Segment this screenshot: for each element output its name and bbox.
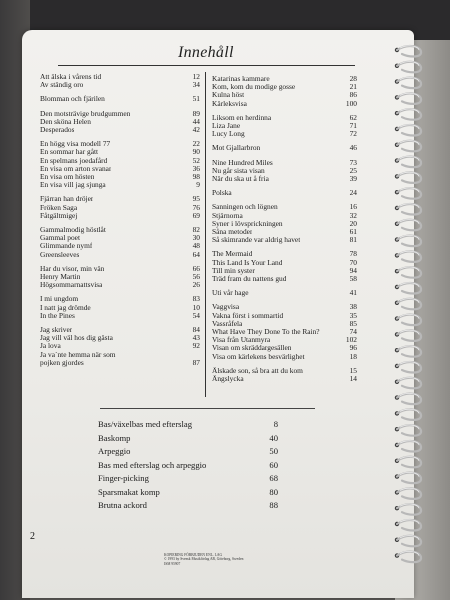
page-ref: 9 bbox=[196, 180, 200, 190]
page-ref: 71 bbox=[349, 121, 357, 131]
song-title: Vakna först i sommartid bbox=[212, 311, 284, 320]
technique-title: Sparsmakat komp bbox=[98, 486, 160, 497]
page-ref: 44 bbox=[192, 116, 200, 126]
toc-left-column bbox=[40, 73, 200, 373]
toc-entry bbox=[40, 281, 200, 289]
toc-entry bbox=[212, 100, 357, 108]
song-title: Stjärnorna bbox=[212, 211, 243, 220]
page-ref: 95 bbox=[192, 194, 200, 204]
page-ref: 24 bbox=[349, 188, 357, 198]
toc-entry bbox=[40, 295, 200, 303]
toc-group bbox=[212, 367, 357, 383]
song-title: Jag vill väl hos dig gästa bbox=[40, 334, 113, 343]
column-divider bbox=[205, 72, 206, 397]
toc-group bbox=[212, 144, 357, 152]
toc-entry bbox=[40, 126, 200, 134]
technique-title: Arpeggio bbox=[98, 446, 131, 456]
page-ref: 96 bbox=[349, 343, 357, 353]
toc-entry bbox=[212, 328, 357, 336]
song-title: Desperados bbox=[40, 126, 75, 135]
toc-entry bbox=[212, 228, 357, 236]
song-title: Blomman och fjärilen bbox=[40, 95, 105, 104]
page-ref: 18 bbox=[349, 351, 357, 361]
song-title: En visa vill jag sjunga bbox=[40, 181, 106, 190]
toc-group bbox=[212, 159, 357, 184]
toc-entry bbox=[40, 304, 200, 312]
footer-line: ISM 95907 bbox=[164, 561, 181, 566]
toc-group bbox=[212, 203, 357, 244]
toc-entry bbox=[212, 336, 357, 344]
toc-entry bbox=[40, 312, 200, 320]
song-title: Visa om kärlekens besvärlighet bbox=[212, 352, 305, 361]
song-title: I mi ungdom bbox=[40, 295, 79, 304]
page-ref: 32 bbox=[349, 210, 357, 220]
technique-title: Brutna ackord bbox=[98, 500, 147, 510]
toc-entry bbox=[40, 73, 200, 81]
toc-entry bbox=[212, 175, 357, 183]
page-ref: 39 bbox=[349, 174, 357, 184]
toc-entry bbox=[212, 375, 357, 383]
toc-entry bbox=[212, 320, 357, 328]
song-title: Jag skriver bbox=[40, 326, 73, 335]
song-title: En sommar har gått bbox=[40, 148, 99, 157]
technique-entry bbox=[98, 499, 278, 513]
toc-entry bbox=[212, 344, 357, 352]
toc-entry bbox=[40, 334, 200, 342]
page-ref: 41 bbox=[349, 288, 357, 298]
technique-title: Bas/växelbas med efterslag bbox=[98, 419, 193, 429]
toc-entry bbox=[40, 242, 200, 250]
toc-entry bbox=[40, 251, 200, 259]
page-ref: 26 bbox=[192, 280, 200, 290]
song-title: Att älska i vårens tid bbox=[40, 73, 102, 81]
page-ref: 68 bbox=[269, 473, 278, 483]
technique-entry bbox=[98, 486, 278, 500]
toc-entry bbox=[212, 275, 357, 283]
song-title: Sanningen och lögnen bbox=[212, 203, 278, 212]
page-ref: 54 bbox=[192, 310, 200, 320]
toc-entry bbox=[40, 265, 200, 273]
page-ref: 72 bbox=[349, 129, 357, 139]
toc-entry bbox=[40, 95, 200, 103]
song-title: Ja lova bbox=[40, 342, 61, 351]
toc-entry bbox=[212, 367, 357, 375]
page-ref: 85 bbox=[349, 318, 357, 328]
page-ref: 89 bbox=[192, 108, 200, 118]
toc-entry bbox=[40, 342, 200, 350]
toc-entry bbox=[40, 110, 200, 118]
page-ref: 102 bbox=[345, 335, 357, 345]
page-ref: 82 bbox=[192, 225, 200, 235]
spiral-binding-icon bbox=[388, 44, 428, 564]
toc-entry bbox=[212, 312, 357, 320]
page-ref: 61 bbox=[349, 227, 357, 237]
toc-entry bbox=[212, 189, 357, 197]
toc-entry bbox=[212, 75, 357, 83]
toc-entry bbox=[40, 326, 200, 334]
footer-line: © 1993 by Svensk Musikförlag AB, Göteborg, Sweden bbox=[164, 557, 244, 562]
song-title: In the Pines bbox=[40, 311, 75, 320]
toc-entry bbox=[40, 212, 200, 220]
toc-entry bbox=[40, 173, 200, 181]
toc-entry bbox=[212, 236, 357, 244]
song-title: Kom, kom du modige gosse bbox=[212, 83, 296, 92]
page-ref: 15 bbox=[349, 365, 357, 375]
song-title: Ja va´nte hemma när som bbox=[40, 350, 116, 359]
page-ref: 21 bbox=[349, 82, 357, 92]
toc-group bbox=[40, 326, 200, 367]
song-title: Visa från Utanmyra bbox=[212, 336, 271, 345]
toc-entry bbox=[40, 359, 200, 367]
toc-entry bbox=[212, 267, 357, 275]
page-ref: 48 bbox=[192, 241, 200, 251]
page-ref: 74 bbox=[349, 327, 357, 337]
page-ref: 81 bbox=[349, 235, 357, 245]
toc-group bbox=[212, 303, 357, 360]
toc-group bbox=[212, 189, 357, 197]
page-ref: 70 bbox=[349, 257, 357, 267]
song-title: Såna metoder bbox=[212, 228, 253, 237]
toc-entry bbox=[212, 159, 357, 167]
page-ref: 52 bbox=[192, 155, 200, 165]
toc-entry bbox=[212, 250, 357, 258]
song-title: Av ständig oro bbox=[40, 81, 84, 90]
toc-entry bbox=[40, 273, 200, 281]
page-ref: 43 bbox=[192, 333, 200, 343]
song-title: En visa om arton svanar bbox=[40, 164, 112, 173]
toc-entry bbox=[40, 181, 200, 189]
song-title: En visa om hösten bbox=[40, 173, 95, 182]
page-ref: 78 bbox=[349, 249, 357, 259]
page-ref: 28 bbox=[349, 74, 357, 83]
toc-entry bbox=[212, 212, 357, 220]
toc-entry bbox=[212, 289, 357, 297]
page-number: 2 bbox=[30, 531, 35, 542]
song-title: pojken gjordes bbox=[40, 358, 84, 367]
page-ref: 10 bbox=[192, 302, 200, 312]
song-title: Polska bbox=[212, 189, 232, 198]
page-ref: 73 bbox=[349, 157, 357, 167]
footer-line: KOPIERING FÖRBJUDEN ENL. LAG bbox=[164, 553, 223, 557]
song-title: Vaggvisa bbox=[212, 303, 240, 312]
technique-entry bbox=[98, 459, 278, 473]
song-title: Gammalmodig höstlåt bbox=[40, 226, 106, 235]
toc-group bbox=[212, 289, 357, 297]
technique-entry bbox=[98, 432, 278, 446]
page-ref: 46 bbox=[349, 143, 357, 153]
page-ref: 20 bbox=[349, 218, 357, 228]
toc-group bbox=[40, 226, 200, 259]
toc-entry bbox=[40, 234, 200, 242]
toc-entry bbox=[212, 353, 357, 361]
toc-group bbox=[40, 95, 200, 103]
song-title: När du ska ut å fria bbox=[212, 175, 269, 184]
song-title: Ängslycka bbox=[212, 375, 244, 384]
toc-group bbox=[212, 75, 357, 108]
page-ref: 98 bbox=[192, 172, 200, 182]
toc-group bbox=[40, 195, 200, 220]
toc-entry bbox=[40, 140, 200, 148]
page-ref: 62 bbox=[349, 112, 357, 122]
page-ref: 87 bbox=[192, 357, 200, 367]
technique-title: Bas med efterslag och arpeggio bbox=[98, 459, 207, 470]
song-title: Kärleksvisa bbox=[212, 99, 247, 108]
page-ref: 92 bbox=[192, 341, 200, 351]
song-title: Till min syster bbox=[212, 266, 255, 275]
page-ref: 12 bbox=[192, 72, 200, 81]
toc-entry bbox=[40, 204, 200, 212]
song-title: Visan om skräddargesällen bbox=[212, 344, 292, 353]
technique-entry bbox=[98, 418, 278, 432]
toc-entry bbox=[40, 351, 200, 359]
toc-entry bbox=[212, 144, 357, 152]
page-ref: 38 bbox=[349, 302, 357, 312]
song-title: Fjärran han dröjer bbox=[40, 195, 94, 204]
song-title: Så skimrande var aldrig havet bbox=[212, 236, 301, 245]
toc-right-column bbox=[212, 75, 357, 389]
toc-entry bbox=[212, 167, 357, 175]
song-title: Liksom en herdinna bbox=[212, 113, 272, 122]
page-ref: 64 bbox=[192, 249, 200, 259]
song-title: Uti vår hage bbox=[212, 289, 249, 298]
page-ref: 8 bbox=[273, 419, 278, 429]
page-ref: 83 bbox=[192, 294, 200, 304]
song-title: Lucy Long bbox=[212, 130, 245, 139]
toc-entry bbox=[212, 83, 357, 91]
page-ref: 50 bbox=[269, 446, 278, 456]
page-ref: 100 bbox=[345, 98, 357, 108]
toc-entry bbox=[40, 157, 200, 165]
song-title: Träd fram du nattens gud bbox=[212, 275, 287, 284]
song-title: The Mermaid bbox=[212, 250, 253, 259]
page-ref: 25 bbox=[349, 165, 357, 175]
title-divider bbox=[58, 65, 355, 66]
page-ref: 88 bbox=[269, 500, 278, 510]
song-title: Nu går sista visan bbox=[212, 166, 265, 175]
toc-group bbox=[40, 265, 200, 290]
toc-entry bbox=[40, 226, 200, 234]
toc-entry bbox=[212, 91, 357, 99]
toc-entry bbox=[40, 148, 200, 156]
song-title: This Land Is Your Land bbox=[212, 258, 283, 267]
song-title: En högg visa modell 77 bbox=[40, 140, 111, 149]
toc-entry bbox=[212, 114, 357, 122]
toc-entry bbox=[212, 303, 357, 311]
song-title: En spelmans joedafård bbox=[40, 156, 108, 165]
toc-entry bbox=[40, 165, 200, 173]
toc-group bbox=[40, 73, 200, 89]
page-title: Innehåll bbox=[178, 44, 234, 61]
technique-title: Baskomp bbox=[98, 432, 131, 443]
toc-group bbox=[40, 295, 200, 320]
page-ref: 94 bbox=[349, 265, 357, 275]
song-title: Älskade son, så bra att du kom bbox=[212, 366, 303, 375]
song-title: Fröken Saga bbox=[40, 203, 78, 212]
toc-group bbox=[40, 110, 200, 135]
toc-entry bbox=[40, 195, 200, 203]
page-ref: 69 bbox=[192, 210, 200, 220]
song-title: Katarinas kammare bbox=[212, 75, 270, 83]
toc-entry bbox=[212, 203, 357, 211]
song-title: Mot Gjallarbron bbox=[212, 144, 261, 153]
technique-list bbox=[98, 418, 278, 513]
technique-title: Finger-picking bbox=[98, 473, 149, 483]
song-title: Syner i lövsprickningen bbox=[212, 219, 283, 228]
song-title: Kulna höst bbox=[212, 91, 245, 100]
toc-group bbox=[40, 140, 200, 189]
song-title: Den motsträvige brudgummen bbox=[40, 109, 131, 118]
toc-entry bbox=[40, 118, 200, 126]
song-title: Nine Hundred Miles bbox=[212, 158, 273, 167]
page-ref: 30 bbox=[192, 233, 200, 243]
song-title: Henry Martin bbox=[40, 273, 81, 282]
page-ref: 56 bbox=[192, 272, 200, 282]
song-title: Fåtgältmigej bbox=[40, 211, 78, 220]
page-ref: 40 bbox=[269, 432, 278, 443]
page-ref: 60 bbox=[269, 459, 278, 470]
song-title: Den sköna Helen bbox=[40, 117, 91, 126]
copyright-footer bbox=[164, 553, 243, 566]
toc-entry bbox=[212, 122, 357, 130]
page-ref: 36 bbox=[192, 163, 200, 173]
technique-entry bbox=[98, 472, 278, 486]
page-ref: 58 bbox=[349, 274, 357, 284]
page-ref: 22 bbox=[192, 139, 200, 149]
toc-group bbox=[212, 250, 357, 283]
toc-group bbox=[212, 114, 357, 139]
toc-entry bbox=[212, 130, 357, 138]
song-title: Greensleeves bbox=[40, 250, 80, 259]
toc-entry bbox=[212, 220, 357, 228]
section-divider bbox=[100, 408, 315, 409]
song-title: Glimmande nymf bbox=[40, 242, 93, 251]
page-ref: 90 bbox=[192, 147, 200, 157]
song-title: Vassråfela bbox=[212, 319, 243, 328]
song-title: Har du visor, min vän bbox=[40, 264, 105, 273]
page-ref: 80 bbox=[269, 486, 278, 497]
song-title: Liza Jane bbox=[212, 122, 241, 131]
toc-entry bbox=[212, 259, 357, 267]
page-ref: 51 bbox=[192, 94, 200, 104]
song-title: What Have They Done To the Rain? bbox=[212, 328, 320, 337]
page-ref: 35 bbox=[349, 310, 357, 320]
toc-entry bbox=[40, 81, 200, 89]
technique-entry bbox=[98, 445, 278, 459]
page-ref: 86 bbox=[349, 90, 357, 100]
song-title: Högsommarnattsvisa bbox=[40, 281, 103, 290]
page-ref: 14 bbox=[349, 374, 357, 384]
song-title: Gammal poet bbox=[40, 234, 81, 243]
page-ref: 16 bbox=[349, 202, 357, 212]
page-ref: 42 bbox=[192, 125, 200, 135]
page-ref: 34 bbox=[192, 80, 200, 90]
song-title: I natt jag drömde bbox=[40, 303, 91, 312]
page-ref: 84 bbox=[192, 325, 200, 335]
page-ref: 76 bbox=[192, 202, 200, 212]
page-ref: 66 bbox=[192, 263, 200, 273]
